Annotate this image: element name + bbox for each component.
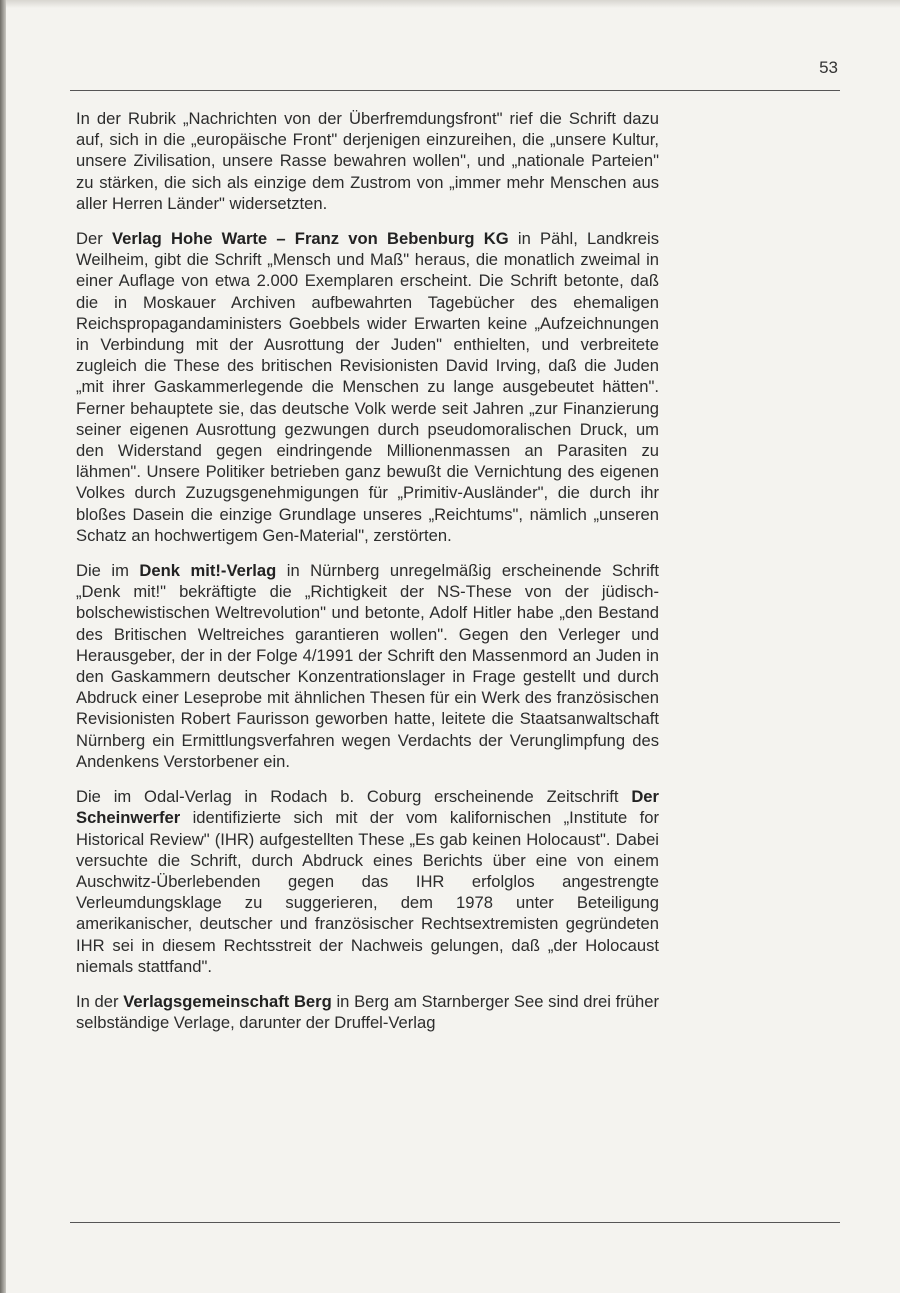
body-text	[76, 108, 659, 1047]
paragraph-text: in Nürnberg unregelmäßig erscheinende Schrift „Denk mit!" bekräftigte die „Richtigkeit der NS-These von der jüdisch-bolschewistischen Weltrevolution" und betonte, Adolf Hitler habe „den Bestand des Britischen Weltreiches garantieren wollen". Gegen den Verleger und Herausgeber, der in der Folge 4/1991 der Schrift den Massenmord an Juden in den Gaskammern deutscher Konzentrationslager in Frage gestellt und durch Abdruck einer Leseprobe mit ähnlichen Thesen für ein Werk des französischen Revisionisten Robert Faurisson geworben hatte, leitete die Staatsanwaltschaft Nürnberg ein Ermittlungsverfahren wegen Verdachts der Verunglimpfung des Andenkens Verstorbener ein.	[76, 561, 659, 771]
bold-publisher-name: Verlag Hohe Warte – Franz von Bebenburg KG	[111, 229, 509, 249]
page-top-edge	[0, 0, 900, 8]
paragraph-text: In der Rubrik „Nachrichten von der Überfremdungsfront" rief die Schrift dazu auf, sich in die „europäische Front" derjenigen einzureihen, die „unsere Kultur, unsere Zivilisation, unsere Rasse bewahren wollen", und „nationale Parteien" zu stärken, die sich als einzige dem Zustrom von „immer mehr Menschen aus aller Herren Länder" widersetzten.	[76, 109, 659, 213]
paragraph-text: Die im	[76, 561, 140, 581]
paragraph-text: in Berg am Starnberger See sind drei früher selbständige Verlage, darunter der Druffel-Verlag	[76, 991, 660, 1033]
footer-rule	[70, 1222, 840, 1223]
bold-publisher-name: Denk mit!-Verlag	[139, 561, 277, 581]
paragraph	[76, 786, 659, 977]
header-rule	[70, 90, 840, 91]
bold-publisher-name: Der Scheinwerfer	[76, 787, 659, 828]
paragraph	[76, 228, 659, 546]
paragraph	[76, 560, 659, 772]
bold-publisher-name: Verlagsgemeinschaft Berg	[123, 991, 332, 1011]
paragraph-text: in Pähl, Landkreis Weilheim, gibt die Schrift „Mensch und Maß" heraus, die monatlich zweimal in einer Auflage von etwa 2.000 Exemplaren erscheint. Die Schrift betonte, daß die in Moskauer Archiven aufbewahrten Tagebücher des ehemaligen Reichspropagandaministers Goebbels wider Erwarten keine „Aufzeichnungen in Verbindung mit der Ausrottung der Juden" enthielten, und verbreitete zugleich die These des britischen Revisionisten David Irving, daß die Juden „mit ihrer Gaskammerlegende die Menschen zu lange ausgebeutet hätten". Ferner behauptete sie, das deutsche Volk werde seit Jahren „zur Finanzierung seiner eigenen Ausrottung gezwungen durch pseudomoralischen Druck, um den Widerstand gegen eindringende Millionenmassen an Parasiten zu lähmen". Unsere Politiker betrieben ganz bewußt die Vernichtung des eigenen Volkes durch Zuzugsgenehmigungen für „Primitiv-Ausländer", die durch ihr bloßes Dasein die einzige Grundlage unseres „Reichtums", nämlich „unseren Schatz an hochwertigem Gen-Material", zerstörten.	[76, 229, 659, 545]
paragraph-text: Die im Odal-Verlag in Rodach b. Coburg erscheinende Zeitschrift	[76, 787, 632, 807]
paragraph-text: Der	[76, 229, 112, 249]
paragraph	[76, 108, 659, 214]
paragraph-text: In der	[76, 991, 124, 1011]
paragraph	[76, 991, 659, 1033]
paragraph-text: identifizierte sich mit der vom kalifornischen „Institute for Historical Review" (IHR) aufgestellten These „Es gab keinen Holocaust". Dabei versuchte die Schrift, durch Abdruck eines Berichts über eine von einem Auschwitz-Überlebenden gegen das IHR erfolglos angestrengte Verleumdungsklage zu suggerieren, dem 1978 unter Beteiligung amerikanischer, deutscher und französischer Rechtsextremisten gegründeten IHR sei in diesem Rechtsstreit der Nachweis gelungen, daß „der Holocaust niemals stattfand".	[76, 808, 659, 976]
page-number: 53	[819, 58, 838, 77]
page-binding-edge	[0, 0, 6, 1293]
